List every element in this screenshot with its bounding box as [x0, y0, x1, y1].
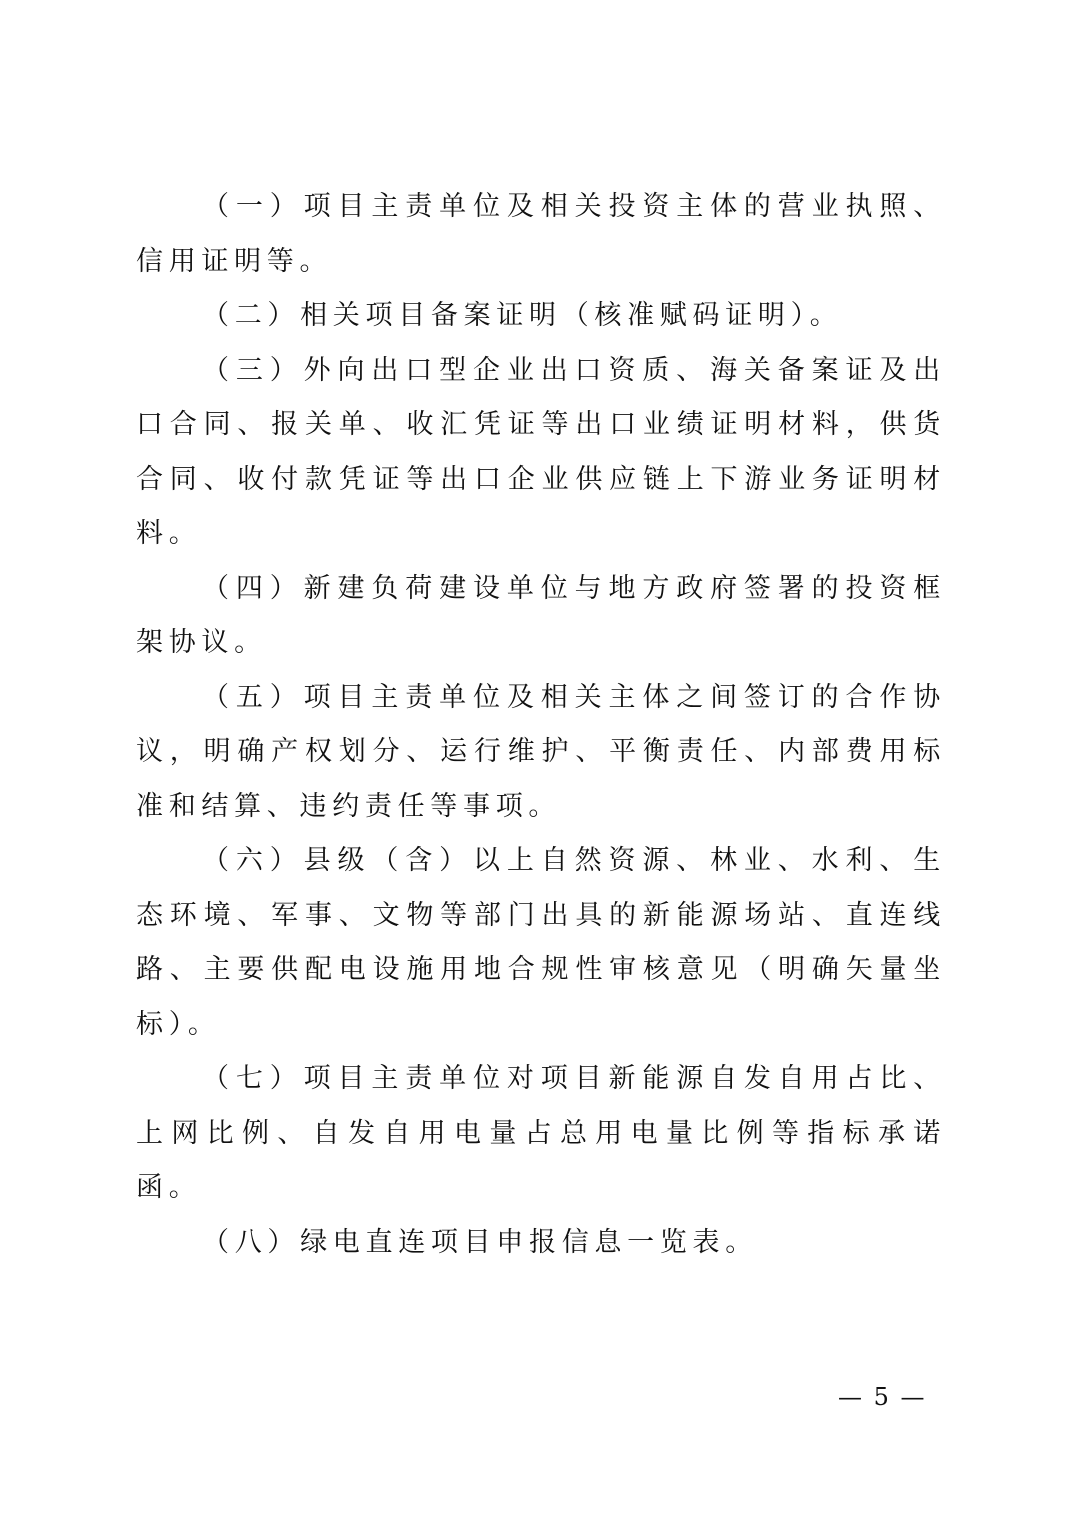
paragraph-item-8: （八）绿电直连项目申报信息一览表。 [202, 1226, 758, 1258]
document-body [136, 180, 946, 1270]
paragraph-item-1: （一）项目主责单位及相关投资主体的营业执照、信用证明等。 [136, 191, 946, 277]
paragraph-item-7: （七）项目主责单位对项目新能源自发自用占比、上网比例、自发自用电量占总用电量比例等指标承诺函。 [136, 1063, 946, 1203]
paragraph-item-3: （三）外向出口型企业出口资质、海关备案证及出口合同、报关单、收汇凭证等出口业绩证明材料，供货合同、收付款凭证等出口企业供应链上下游业务证明材料。 [136, 354, 946, 549]
page-number: — 5 — [838, 1383, 927, 1411]
paragraph-item-2: （二）相关项目备案证明（核准赋码证明）。 [202, 300, 843, 331]
paragraph-item-5: （五）项目主责单位及相关主体之间签订的合作协议，明确产权划分、运行维护、平衡责任、内部费用标准和结算、违约责任等事项。 [136, 681, 946, 822]
paragraph-item-4: （四）新建负荷建设单位与地方政府签署的投资框架协议。 [136, 572, 946, 658]
paragraph-item-6: （六）县级（含）以上自然资源、林业、水利、生态环境、军事、文物等部门出具的新能源场站、直连线路、主要供配电设施用地合规性审核意见（明确矢量坐标）。 [136, 845, 946, 1040]
